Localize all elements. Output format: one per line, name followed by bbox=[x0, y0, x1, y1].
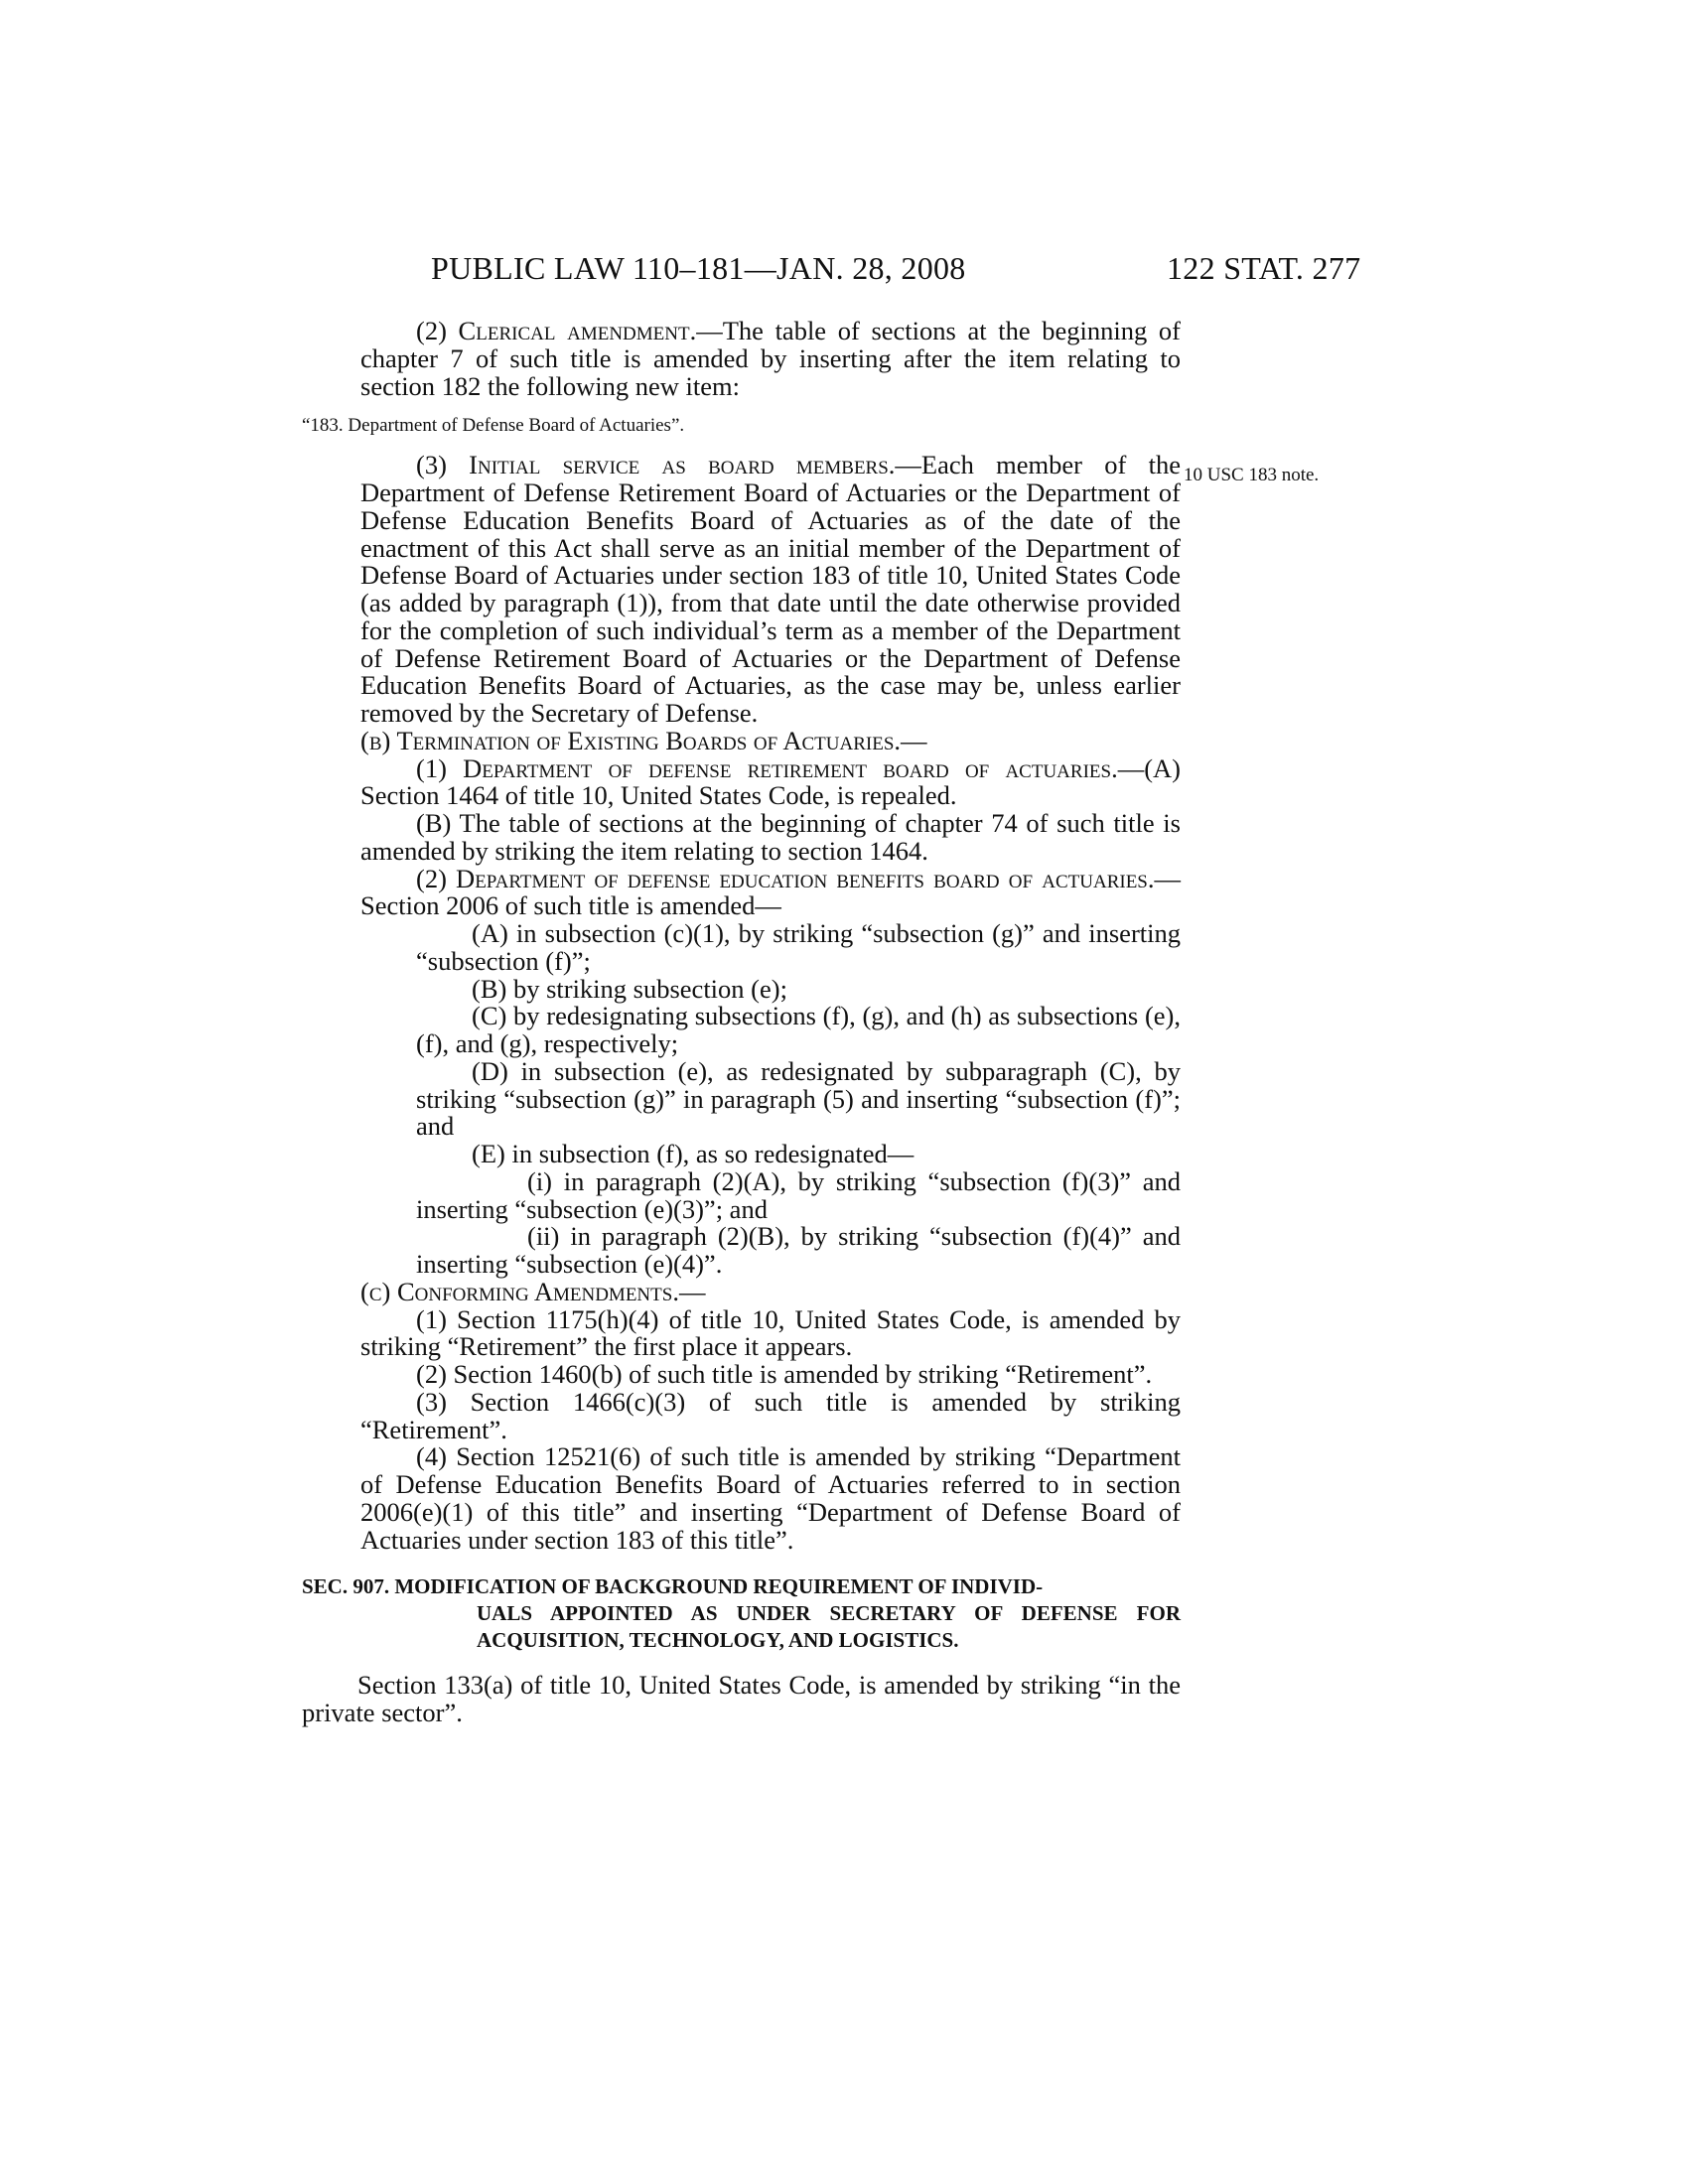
subparagraph-A: (A) in subsection (c)(1), by striking “subsection (g)” and inserting “subsection (f)”; bbox=[416, 918, 1181, 976]
paragraph-heading: (1) Department of defense retirement board of actuaries. bbox=[416, 752, 1118, 783]
paragraph-c3: (3) Section 1466(c)(3) of such title is amended by striking “Retirement”. bbox=[360, 1386, 1181, 1444]
paragraph-text: —The table of sections at the beginning of chapter 7 of such title is amended by inserting after the item relating to section 182 the following new item: bbox=[360, 316, 1181, 401]
subparagraph-B: (B) by striking subsection (e); bbox=[472, 973, 787, 1004]
subsection-c-heading bbox=[360, 1276, 1181, 1306]
new-table-item: “183. Department of Defense Board of Actuaries”. bbox=[302, 415, 685, 437]
section-907-heading bbox=[302, 1573, 1181, 1654]
statute-page-number: 122 STAT. 277 bbox=[1167, 250, 1361, 286]
margin-note: 10 USC 183 note. bbox=[1184, 465, 1320, 485]
public-law-citation: PUBLIC LAW 110–181—JAN. 28, 2008 bbox=[431, 250, 966, 286]
subparagraph-D: (D) in subsection (e), as redesignated by subparagraph (C), by striking “subsection (g)” in paragraph (5) and inserting “subsection (f)”; and bbox=[416, 1055, 1181, 1142]
paragraph-c4: (4) Section 12521(6) of such title is amended by striking “Department of Defense Education Benefits Board of Actuaries referred to in section 2006(e)(1) of this title” and inserting “Department of Defense Board of Actuaries under section 183 of this title”. bbox=[360, 1441, 1181, 1555]
paragraph-heading: (2) Clerical amendment. bbox=[416, 316, 697, 345]
paragraph-text: —Section 2006 of such title is amended— bbox=[360, 863, 1181, 921]
subparagraph-C: (C) by redesignating subsections (f), (g), and (h) as subsections (e), (f), and (g), respectively; bbox=[416, 1001, 1181, 1058]
paragraph-heading: (2) Department of defense education benefits board of actuaries. bbox=[416, 863, 1155, 893]
section-heading-continuation: UALS APPOINTED AS UNDER SECRETARY OF DEFENSE FOR ACQUISITION, TECHNOLOGY, AND LOGISTICS. bbox=[477, 1601, 1181, 1653]
paragraph-heading: (3) Initial service as board members. bbox=[416, 450, 896, 480]
paragraph-text: —Each member of the Department of Defense Retirement Board of Actuaries or the Department of Defense Education Benefits Board of Actuaries as of the date of the enactment of this Act shall serve as an initial member of the Department of Defense Board of Actuaries under section 183 of title 10, United States Code (as added by paragraph (1)), from that date until the date otherwise provided for the completion of such individual’s term as a member of the Department of Defense Retirement Board of Actuaries or the Department of Defense Education Benefits Board of Actuaries, as the case may be, unless earlier removed by the Secretary of Defense. bbox=[360, 450, 1181, 728]
section-heading-line: SEC. 907. MODIFICATION OF BACKGROUND REQUIREMENT OF INDIVID- bbox=[302, 1574, 1044, 1599]
section-907-body: Section 133(a) of title 10, United States Code, is amended by striking “in the private sector”. bbox=[302, 1670, 1181, 1727]
paragraph-b1-B: (B) The table of sections at the beginning of chapter 74 of such title is amended by striking the item relating to section 1464. bbox=[360, 808, 1181, 866]
subsection-b-heading bbox=[360, 725, 1181, 755]
paragraph-c2: (2) Section 1460(b) of such title is amended by striking “Retirement”. bbox=[416, 1359, 1153, 1389]
subparagraph-E: (E) in subsection (f), as so redesignated— bbox=[472, 1139, 914, 1168]
paragraph-initial-service bbox=[360, 452, 1181, 728]
clause-E-ii: (ii) in paragraph (2)(B), by striking “subsection (f)(4)” and inserting “subsection (e)(4)”. bbox=[416, 1221, 1181, 1279]
paragraph-b2 bbox=[360, 863, 1181, 921]
heading-dash: — bbox=[901, 725, 927, 755]
paragraph-text: —(A) Section 1464 of title 10, United States Code, is repealed. bbox=[360, 752, 1181, 811]
body-column bbox=[302, 316, 1181, 1727]
heading-dash: — bbox=[678, 1276, 706, 1306]
subsection-heading: (b) Termination of Existing Boards of Actuaries. bbox=[360, 725, 902, 755]
paragraph-clerical-amendment bbox=[360, 318, 1181, 400]
paragraph-c1: (1) Section 1175(h)(4) of title 10, United States Code, is amended by striking “Retirement” the first place it appears. bbox=[360, 1303, 1181, 1362]
clause-E-i: (i) in paragraph (2)(A), by striking “subsection (f)(3)” and inserting “subsection (e)(3)”; and bbox=[416, 1165, 1181, 1224]
paragraph-b1 bbox=[360, 752, 1181, 811]
subsection-heading: (c) Conforming Amendments. bbox=[360, 1276, 679, 1306]
